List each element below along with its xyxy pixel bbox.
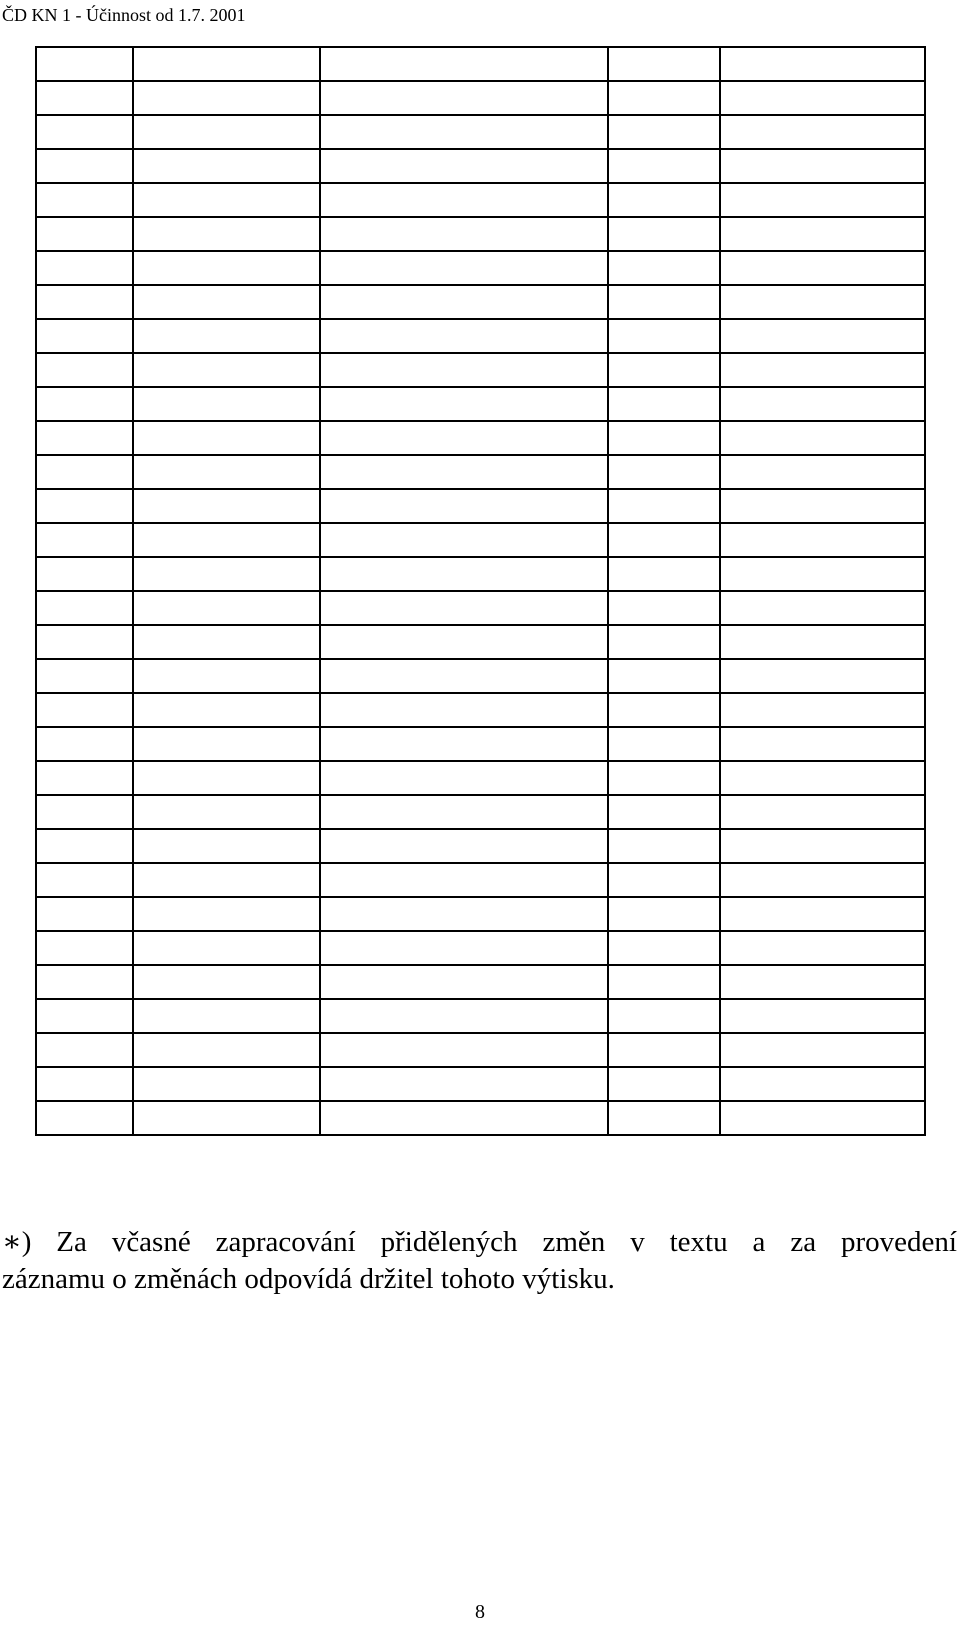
table-cell xyxy=(36,999,133,1033)
table-row xyxy=(36,625,925,659)
table-cell xyxy=(133,353,320,387)
table-row xyxy=(36,1033,925,1067)
table-cell xyxy=(720,965,925,999)
table-cell xyxy=(720,47,925,81)
table-cell xyxy=(608,1067,720,1101)
table-row xyxy=(36,897,925,931)
table-cell xyxy=(720,557,925,591)
table-cell xyxy=(36,761,133,795)
table-cell xyxy=(36,659,133,693)
table-cell xyxy=(36,965,133,999)
table-row xyxy=(36,931,925,965)
table-cell xyxy=(133,761,320,795)
document-header: ČD KN 1 - Účinnost od 1.7. 2001 xyxy=(2,5,246,25)
table-row xyxy=(36,693,925,727)
table-cell xyxy=(320,251,608,285)
table-cell xyxy=(320,625,608,659)
table-row xyxy=(36,523,925,557)
table-cell xyxy=(36,217,133,251)
table-cell xyxy=(608,81,720,115)
table-cell xyxy=(720,81,925,115)
table-cell xyxy=(133,489,320,523)
table-cell xyxy=(320,761,608,795)
table-cell xyxy=(608,761,720,795)
table-cell xyxy=(720,285,925,319)
table-row xyxy=(36,81,925,115)
table-cell xyxy=(608,149,720,183)
change-record-table-body xyxy=(36,47,925,1135)
table-cell xyxy=(36,523,133,557)
table-row xyxy=(36,47,925,81)
table-cell xyxy=(320,285,608,319)
table-cell xyxy=(720,795,925,829)
table-cell xyxy=(133,659,320,693)
table-row xyxy=(36,421,925,455)
table-cell xyxy=(36,727,133,761)
table-cell xyxy=(320,47,608,81)
table-cell xyxy=(133,47,320,81)
table-cell xyxy=(320,455,608,489)
table-cell xyxy=(608,795,720,829)
table-row xyxy=(36,251,925,285)
table-row xyxy=(36,183,925,217)
table-cell xyxy=(36,557,133,591)
table-cell xyxy=(133,387,320,421)
footnote-word: změn xyxy=(542,1226,606,1258)
table-row xyxy=(36,285,925,319)
table-cell xyxy=(320,727,608,761)
table-row xyxy=(36,353,925,387)
table-cell xyxy=(608,557,720,591)
table-cell xyxy=(720,319,925,353)
table-cell xyxy=(320,965,608,999)
table-cell xyxy=(608,965,720,999)
table-row xyxy=(36,863,925,897)
table-cell xyxy=(133,727,320,761)
table-cell xyxy=(320,115,608,149)
table-cell xyxy=(320,523,608,557)
table-row xyxy=(36,557,925,591)
table-cell xyxy=(320,319,608,353)
table-row xyxy=(36,795,925,829)
table-cell xyxy=(320,1033,608,1067)
table-cell xyxy=(320,795,608,829)
table-cell xyxy=(720,591,925,625)
table-cell xyxy=(36,795,133,829)
table-cell xyxy=(133,115,320,149)
table-cell xyxy=(36,81,133,115)
table-cell xyxy=(608,353,720,387)
table-cell xyxy=(720,693,925,727)
table-cell xyxy=(133,931,320,965)
table-cell xyxy=(720,251,925,285)
table-cell xyxy=(608,999,720,1033)
table-cell xyxy=(133,285,320,319)
table-cell xyxy=(133,421,320,455)
table-cell xyxy=(36,115,133,149)
table-cell xyxy=(320,353,608,387)
table-cell xyxy=(608,693,720,727)
footnote-word: v xyxy=(630,1226,645,1258)
table-cell xyxy=(36,489,133,523)
table-cell xyxy=(36,319,133,353)
table-cell xyxy=(608,1101,720,1135)
table-cell xyxy=(133,217,320,251)
table-row xyxy=(36,319,925,353)
table-cell xyxy=(133,319,320,353)
table-cell xyxy=(720,523,925,557)
table-cell xyxy=(36,1033,133,1067)
table-cell xyxy=(320,421,608,455)
table-cell xyxy=(320,489,608,523)
table-cell xyxy=(133,1033,320,1067)
table-cell xyxy=(608,727,720,761)
table-cell xyxy=(133,81,320,115)
table-cell xyxy=(320,217,608,251)
table-cell xyxy=(36,183,133,217)
table-cell xyxy=(720,727,925,761)
table-cell xyxy=(36,863,133,897)
table-cell xyxy=(720,1101,925,1135)
table-cell xyxy=(320,693,608,727)
table-cell xyxy=(320,863,608,897)
table-cell xyxy=(320,149,608,183)
table-cell xyxy=(720,829,925,863)
table-cell xyxy=(720,455,925,489)
table-cell xyxy=(608,625,720,659)
table-cell xyxy=(36,897,133,931)
table-cell xyxy=(36,693,133,727)
table-cell xyxy=(720,625,925,659)
table-cell xyxy=(133,523,320,557)
table-cell xyxy=(608,455,720,489)
table-row xyxy=(36,1101,925,1135)
table-row xyxy=(36,455,925,489)
table-cell xyxy=(36,251,133,285)
footnote-word: textu xyxy=(669,1226,728,1258)
table-cell xyxy=(720,183,925,217)
footnote xyxy=(2,1224,957,1298)
table-cell xyxy=(133,149,320,183)
page-number: 8 xyxy=(475,1601,485,1623)
table-cell xyxy=(720,421,925,455)
table-cell xyxy=(720,999,925,1033)
table-cell xyxy=(36,47,133,81)
table-cell xyxy=(720,115,925,149)
table-cell xyxy=(320,999,608,1033)
table-cell xyxy=(133,251,320,285)
table-cell xyxy=(133,795,320,829)
footnote-word: Za xyxy=(56,1226,87,1258)
table-cell xyxy=(133,625,320,659)
table-cell xyxy=(608,319,720,353)
table-cell xyxy=(720,863,925,897)
table-row xyxy=(36,115,925,149)
footnote-line-2: záznamu o změnách odpovídá držitel tohoto výtisku. xyxy=(2,1263,615,1295)
table-cell xyxy=(133,1067,320,1101)
table-cell xyxy=(608,47,720,81)
table-cell xyxy=(608,183,720,217)
table-cell xyxy=(608,421,720,455)
footnote-word: a xyxy=(752,1226,766,1258)
table-cell xyxy=(36,931,133,965)
table-cell xyxy=(608,387,720,421)
table-cell xyxy=(133,693,320,727)
table-cell xyxy=(608,897,720,931)
table-cell xyxy=(608,489,720,523)
footnote-word: provedení xyxy=(841,1226,957,1258)
table-cell xyxy=(36,1067,133,1101)
table-cell xyxy=(320,387,608,421)
table-cell xyxy=(36,455,133,489)
table-row xyxy=(36,591,925,625)
table-cell xyxy=(36,625,133,659)
table-cell xyxy=(36,591,133,625)
table-cell xyxy=(608,931,720,965)
table-row xyxy=(36,999,925,1033)
table-row xyxy=(36,727,925,761)
footnote-word: za xyxy=(790,1226,817,1258)
table-cell xyxy=(133,999,320,1033)
table-cell xyxy=(36,387,133,421)
table-cell xyxy=(133,183,320,217)
table-cell xyxy=(720,761,925,795)
table-cell xyxy=(36,149,133,183)
table-cell xyxy=(320,1067,608,1101)
table-cell xyxy=(720,353,925,387)
table-row xyxy=(36,489,925,523)
table-cell xyxy=(720,489,925,523)
table-cell xyxy=(720,387,925,421)
table-row xyxy=(36,965,925,999)
table-cell xyxy=(36,353,133,387)
table-cell xyxy=(720,931,925,965)
table-cell xyxy=(133,965,320,999)
table-cell xyxy=(720,1067,925,1101)
table-cell xyxy=(608,829,720,863)
table-row xyxy=(36,1067,925,1101)
footnote-line-1 xyxy=(2,1224,957,1261)
table-cell xyxy=(608,251,720,285)
table-cell xyxy=(320,591,608,625)
table-cell xyxy=(36,285,133,319)
table-cell xyxy=(320,183,608,217)
table-cell xyxy=(320,829,608,863)
table-cell xyxy=(608,115,720,149)
table-cell xyxy=(133,863,320,897)
table-cell xyxy=(720,217,925,251)
footnote-word: včasné xyxy=(111,1226,191,1258)
table-cell xyxy=(320,81,608,115)
table-cell xyxy=(320,1101,608,1135)
table-cell xyxy=(608,591,720,625)
table-cell xyxy=(608,285,720,319)
table-cell xyxy=(133,829,320,863)
table-cell xyxy=(36,1101,133,1135)
table-cell xyxy=(320,931,608,965)
table-cell xyxy=(133,557,320,591)
table-cell xyxy=(36,421,133,455)
table-cell xyxy=(720,659,925,693)
footnote-word: přidělených xyxy=(380,1226,518,1258)
table-row xyxy=(36,387,925,421)
table-cell xyxy=(608,217,720,251)
table-row xyxy=(36,149,925,183)
change-record-table xyxy=(35,46,926,1136)
table-cell xyxy=(133,591,320,625)
table-cell xyxy=(320,897,608,931)
table-cell xyxy=(133,897,320,931)
table-cell xyxy=(36,829,133,863)
table-row xyxy=(36,217,925,251)
table-cell xyxy=(320,659,608,693)
table-cell xyxy=(608,659,720,693)
table-cell xyxy=(608,863,720,897)
table-cell xyxy=(608,523,720,557)
table-cell xyxy=(320,557,608,591)
table-cell xyxy=(720,149,925,183)
table-cell xyxy=(720,897,925,931)
table-cell xyxy=(133,455,320,489)
table-row xyxy=(36,659,925,693)
table-cell xyxy=(720,1033,925,1067)
footnote-word: zapracování xyxy=(215,1226,356,1258)
table-row xyxy=(36,761,925,795)
table-cell xyxy=(133,1101,320,1135)
footnote-word: ∗) xyxy=(2,1226,32,1258)
table-cell xyxy=(608,1033,720,1067)
table-row xyxy=(36,829,925,863)
